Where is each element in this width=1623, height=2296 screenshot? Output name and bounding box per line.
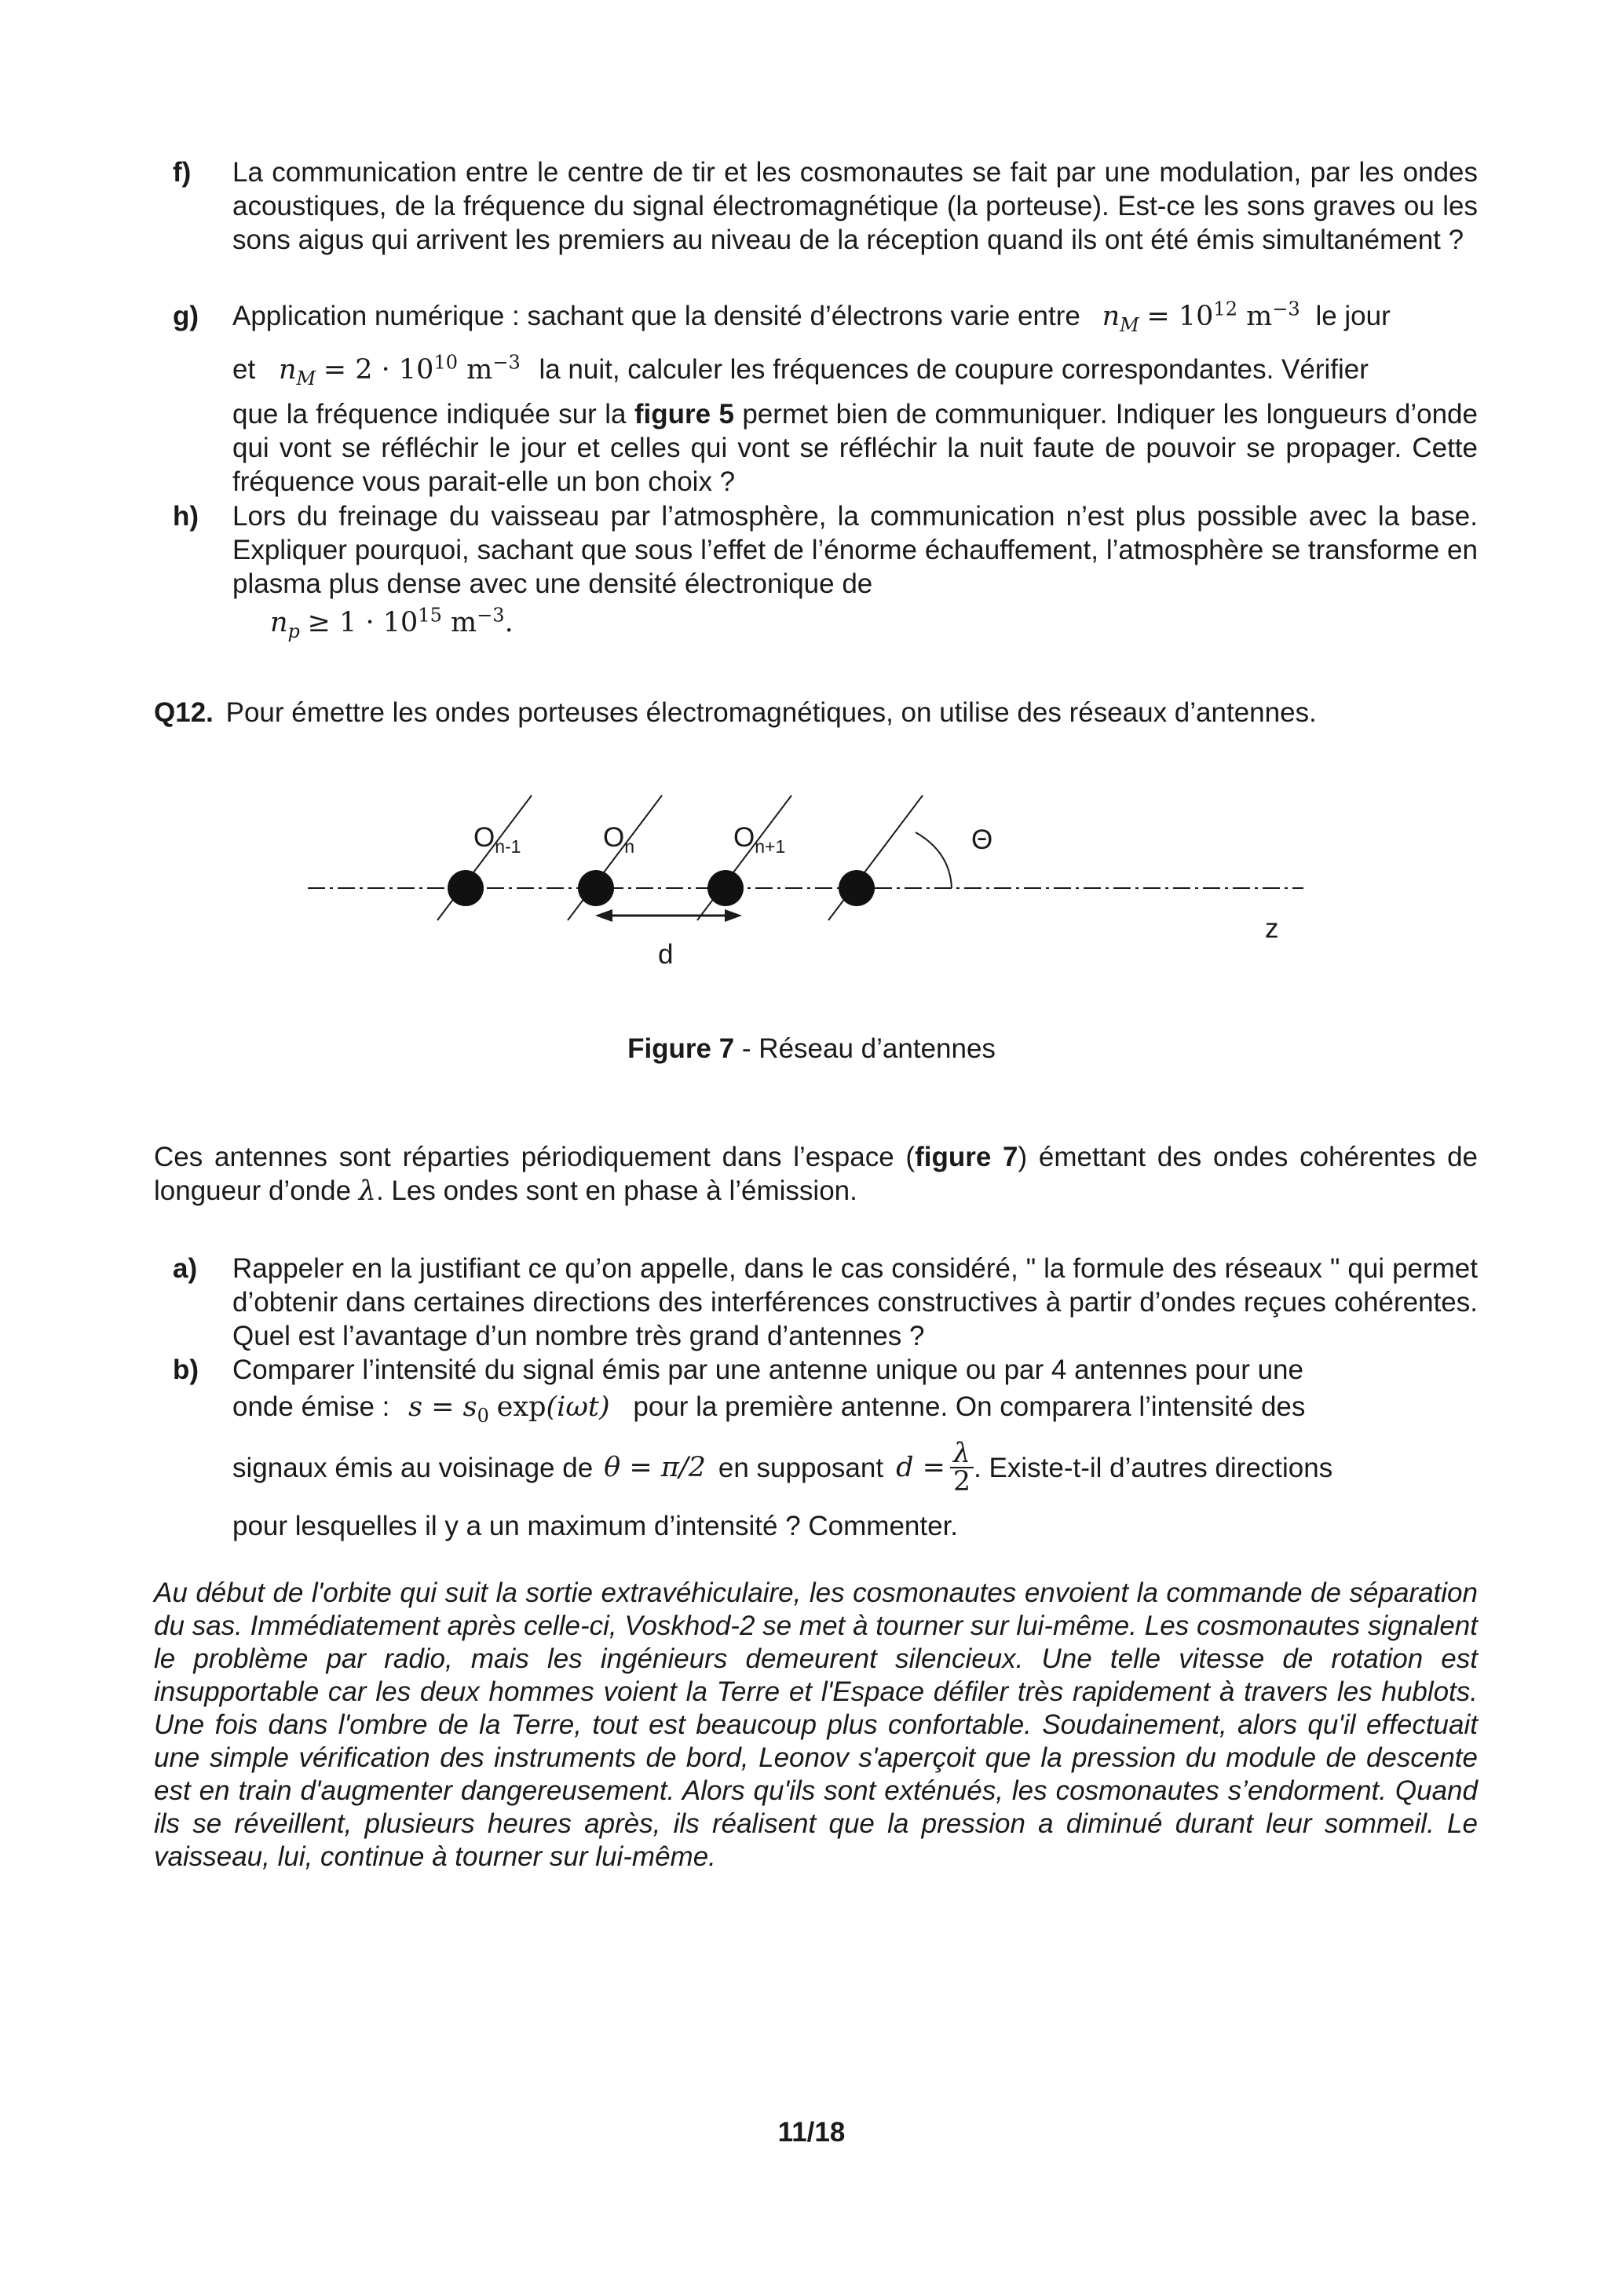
antenna-1-element [437, 795, 532, 920]
question-a [173, 1252, 1478, 1353]
antenna-3-element [697, 795, 791, 920]
question-b-text-5: en supposant [718, 1452, 884, 1483]
question-a-text: Rappeler en la justifiant ce qu’on appelle, dans le cas considéré, " la formule des réseaux " qui permet d’obtenir dans certaines directions des interférences constructives à partir d’ondes reçues cohérentes. Quel est l’avantage d’un nombre très grand d’antennes ? [232, 1253, 1478, 1351]
figure-7-caption-bold: Figure 7 [627, 1033, 735, 1064]
nm-night-value: = $2 \cdot 10^{10}$ $m^{-3}$ [323, 351, 521, 386]
lambda-symbol: λ [358, 1175, 376, 1207]
question-b-text-1: Comparer l’intensité du signal émis par une antenne unique ou par 4 antennes pour une [232, 1355, 1303, 1385]
spacing-arrow-right-head [725, 909, 742, 922]
intro-text-2: ) émettant des ondes cohérentes de longueur d’onde [154, 1142, 1478, 1206]
theta-formula: θ = π/2 [604, 1451, 706, 1483]
question-q12 [154, 696, 1489, 729]
nm-day-value: = $10^{12}$ $m^{-3}$ [1146, 298, 1300, 332]
question-b-line3 [232, 1434, 1478, 1501]
lambda-over-2: $\frac{\lambda}{2}$ [950, 1440, 974, 1495]
antenna-4-element [828, 795, 923, 920]
theta-angle-arc [916, 832, 952, 888]
question-f-label: f) [173, 157, 192, 188]
spacing-label: d [658, 939, 674, 970]
question-g-label: g) [173, 301, 199, 331]
question-b-text-2: onde émise : [232, 1391, 390, 1422]
question-b-line2 [232, 1390, 1478, 1427]
question-b-text-6: . Existe-t-il d’autres directions [974, 1452, 1333, 1483]
question-g-text-6: permet bien de communiquer. Indiquer les longueurs d’onde qui vont se réfléchir le jour et celles qui vont se réfléchir la nuit faute de pouvoir se propager. Cette fréquence vous parait-elle un bon choix ? [232, 399, 1478, 497]
question-g-line1 [173, 298, 1478, 336]
signal-formula: $s = s_0$ exp(iωt) [408, 1391, 610, 1427]
question-g-text-2: le jour [1315, 301, 1391, 331]
figure-7-caption [0, 1032, 1623, 1066]
question-b-text-3: pour la première antenne. On comparera l’intensité des [633, 1391, 1306, 1422]
question-b-line1 [173, 1353, 1478, 1387]
antenna-label-n+1: $O_{n+1}$ [733, 822, 786, 857]
question-f-text: La communication entre le centre de tir et les cosmonautes se fait par une modulation, par les ondes acoustiques, de la fréquence du signal électromagnétique (la porteuse). Est-ce les sons graves ou les sons aigus qui arrivent les premiers au niveau de la réception quand ils ont été émis simultanément ? [232, 157, 1478, 255]
intro-text-1: Ces antennes sont réparties périodiquement dans l’espace ( [154, 1142, 916, 1172]
q12-text: Pour émettre les ondes porteuses électromagnétiques, on utilise des réseaux d’antennes. [225, 697, 1317, 728]
question-h [173, 499, 1478, 601]
nm-symbol: $n_M$ [1102, 301, 1139, 336]
question-b-text-4: signaux émis au voisinage de [232, 1452, 594, 1483]
question-b-line4 [232, 1509, 1478, 1543]
question-g-text-4: la nuit, calculer les fréquences de coupure correspondantes. Vérifier [539, 354, 1369, 385]
q12-label: Q12. [154, 697, 214, 728]
nm-symbol-night: $n_M$ [278, 354, 316, 389]
question-g-rest [232, 397, 1478, 499]
antenna-4 [839, 870, 875, 906]
antenna-label-n-1: $O_{n-1}$ [473, 822, 521, 857]
page-number: 11/18 [777, 2117, 846, 2148]
question-h-formula [270, 605, 1515, 640]
question-h-label: h) [173, 501, 199, 532]
question-g-line2 [232, 353, 1478, 387]
intro-paragraph [154, 1140, 1478, 1208]
question-h-text: Lors du freinage du vaisseau par l’atmosphère, la communication n’est plus possible avec la base. Expliquer pourquoi, sachant que sous l’effet de l’énorme échauffement, l’atmosphère se transforme en plasma plus dense avec une densité électronique de [232, 501, 1478, 599]
z-axis-label: z [1265, 913, 1279, 944]
question-a-label: a) [173, 1253, 198, 1284]
figure5-ref: figure 5 [634, 399, 734, 430]
np-symbol: $n_p$ [270, 607, 300, 642]
figure-7-antenna-array [0, 777, 1623, 982]
spacing-arrow-left-head [595, 909, 612, 922]
antenna-3 [707, 870, 744, 906]
antenna-2-element [568, 795, 662, 920]
question-g-text-5: que la fréquence indiquée sur la [232, 399, 627, 430]
theta-label: Θ [971, 824, 993, 855]
intro-text-3: . Les ondes sont en phase à l’émission. [375, 1175, 857, 1206]
antenna-1 [448, 870, 484, 906]
question-b-text-7: pour lesquelles il y a un maximum d’intensité ? Commenter. [232, 1511, 959, 1541]
question-g-text-3: et [232, 354, 256, 385]
figure-7-caption-text: - Réseau d’antennes [734, 1033, 996, 1064]
antenna-label-n: $O_n$ [603, 822, 635, 857]
d-formula: d = [896, 1451, 945, 1483]
antenna-2 [578, 870, 614, 906]
question-f [173, 155, 1478, 257]
np-value: ≥ $1 \cdot 10^{15}$ $m^{-3}$. [307, 604, 514, 638]
question-g-text-1: Application numérique : sachant que la densité d’électrons varie entre [232, 301, 1080, 331]
figure7-ref: figure 7 [915, 1142, 1018, 1172]
question-b-label: b) [173, 1355, 199, 1385]
story-paragraph: Au début de l'orbite qui suit la sortie extravéhiculaire, les cosmonautes envoient la commande de séparation du sas. Immédiatement après celle-ci, Voskhod-2 se met à tourner sur lui-même. Les cosmonautes signalent le problème par radio, mais les ingénieurs demeurent silencieux. Une telle vitesse de rotation est insupportable car les deux hommes voient la Terre et l'Espace défiler très rapidement à travers les hublots. Une fois dans l'ombre de la Terre, tout est beaucoup plus confortable. Soudainement, alors qu'il effectuait une simple vérification des instruments de bord, Leonov s'aperçoit que la pression du module de descente est en train d'augmenter dangereusement. Alors qu'ils sont exténués, les cosmonautes s’endorment. Quand ils se réveillent, plusieurs heures après, ils réalisent que la pression a diminué durant leur sommeil. Le vaisseau, lui, continue à tourner sur lui-même. [154, 1578, 1478, 1872]
